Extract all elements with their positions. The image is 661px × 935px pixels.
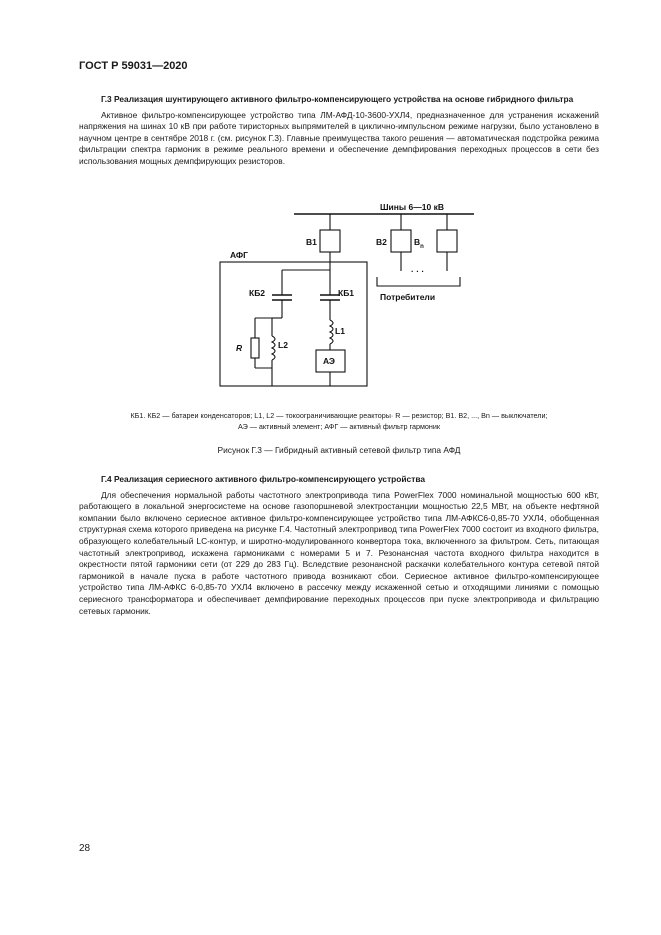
- consumers-bracket: [377, 277, 460, 286]
- standard-header: ГОСТ Р 59031—2020: [79, 60, 188, 72]
- l1-label: L1: [335, 326, 345, 336]
- bn-label: В: [414, 237, 421, 247]
- figure-title: Рисунок Г.3 — Гибридный активный сетевой фильтр типа АФД: [217, 445, 461, 455]
- caption-line-2: АЭ — активный элемент; АФГ — активный фильтр гармоник: [237, 421, 441, 431]
- section-g3-heading: Г.3 Реализация шунтирующего активного фильтро-компенсирующего устройства на основе гибридного фильтра: [101, 94, 574, 104]
- section-g4: [79, 474, 599, 617]
- kb2-label: КБ2: [249, 288, 266, 298]
- section-g4-paragraph: Для обеспечения нормальной работы частотного электропривода типа PowerFlex 7000 номинальной мощностью 600 кВт, работающего в локальной энергосистеме на основе газопоршневой электростанции мощностью 22,5 МВт, на объекте нефтяной компании было включено сериесное активное фильтро-компенсирующее устройство типа ЛМ-АФКС6-0,85-70 УХЛ4, обобщенная структурная схема которого приведена на рисунке Г.4. Частотный электропривод типа PowerFlex 7000 состоит из входного фильтра, образующего колебательный LC-контур, и широтно-модулированного конвертора тока, включенного за фильтром. Сеть, питающая частотный электропривод, искажена гармониками с номерами 5 и 7. Резонансная частота входного фильтра находится в окрестности пятой гармоники сети (от 229 до 283 Гц). Вследствие резонансной раскачки колебательного контура сетевой пятой гармоникой в начале пуска в работе частотного привода возникают сбои. Сериесное активное фильтро-компенсирующее устройство типа ЛМ-АФКС 6-0,85-70 УХЛ4 включено в рассечку между искаженной сетью и отходящими линиями с помощью сериесного трансформатора и обеспечивает демпфирование переходных процессов при пуске электропривода и фильтрацию сетевых гармоник.: [79, 489, 599, 616]
- section-g3-paragraph: Активное фильтро-компенсирующее устройство типа ЛМ-АФД-10-3600-УХЛ4, предназначенное для устранения искажений напряжения на шинах 10 кВ при работе тиристорных выпрямителей в циклично-импульсном режиме нагрузки, было установлено в научном центре в сентябре 2018 г. (см. рисунок Г.3). Главные преимущества такого решения — автоматическая подстройка режима фильтрации спектра гармоник в режиме реального времени и обеспечение демпфирования переходных процессов в сети без использования мощных демпфирующих резисторов.: [79, 109, 599, 166]
- consumers-label: Потребители: [380, 292, 436, 302]
- breaker-b1: [320, 230, 340, 252]
- ae-label: АЭ: [323, 356, 335, 366]
- resistor-r: [251, 338, 259, 358]
- r-label: R: [236, 343, 243, 353]
- svg-text:Вn: [414, 237, 424, 250]
- afg-label: АФГ: [230, 250, 249, 260]
- bus-label: Шины 6—10 кВ: [380, 202, 444, 212]
- breaker-bn: [437, 230, 457, 252]
- section-g4-heading: Г.4 Реализация сериесного активного фильтро-компенсирующего устройства: [101, 474, 426, 484]
- kb1-label: КБ1: [338, 288, 355, 298]
- b2-label: В2: [376, 237, 387, 247]
- l2-label: L2: [278, 340, 288, 350]
- bn-sub-label: n: [420, 244, 424, 250]
- caption-line-1: КБ1. КБ2 — батареи конденсаторов; L1, L2 — токоограничивающие реакторы· R — резистор; В1. В2, ..., Вn — выключатели;: [130, 411, 548, 420]
- consumer-dots: · · ·: [411, 266, 425, 276]
- inductor-l2: [272, 336, 275, 360]
- page-number: 28: [79, 843, 91, 854]
- b1-label: В1: [306, 237, 317, 247]
- figure-caption: [79, 411, 599, 432]
- breaker-b2: [391, 230, 411, 252]
- inductor-l1: [330, 320, 333, 344]
- figure-g3-diagram: [0, 0, 661, 420]
